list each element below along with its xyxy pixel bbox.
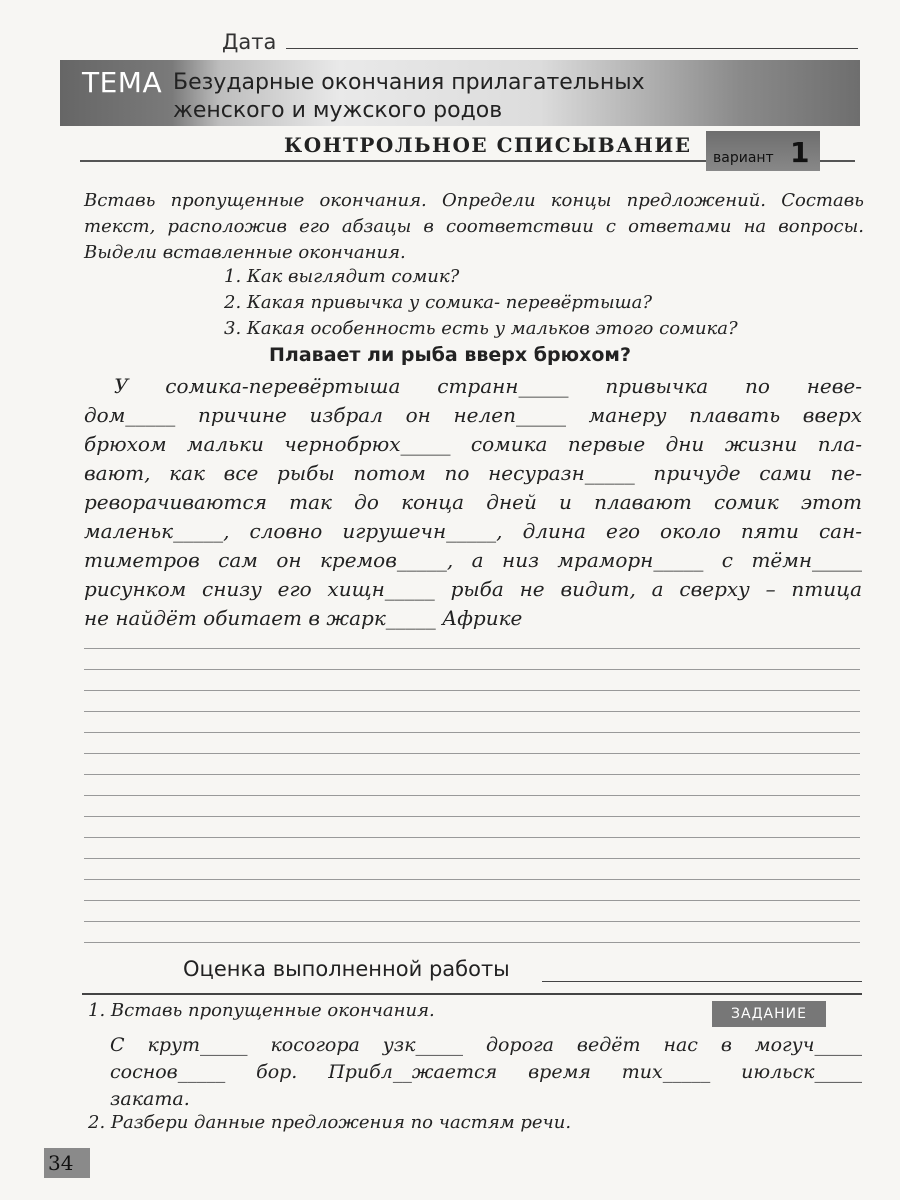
writing-line bbox=[84, 900, 860, 901]
variant-number: 1 bbox=[790, 136, 810, 169]
main-text-line: брюхом мальки чернобрюх_____ сомика первые дни жизни пла- bbox=[84, 432, 862, 456]
main-text-line: вают, как все рыбы потом по несуразн_____ причуде сами пе- bbox=[84, 461, 862, 485]
question-1: 1. Как выглядит сомик? bbox=[224, 266, 460, 287]
section-divider bbox=[82, 993, 862, 995]
writing-line bbox=[84, 690, 860, 691]
instruction-text: Вставь пропущенные окончания. Определи концы предложений. Составь текст, расположив его абзацы в соответствии с ответами на вопросы. Выдели вставленные окончания. bbox=[84, 190, 864, 263]
writing-area[interactable] bbox=[84, 648, 860, 948]
main-text-line: тиметров сам он кремов_____, а низ мраморн_____ с тёмн_____ bbox=[84, 548, 862, 572]
task-1-heading: 1. Вставь пропущенные окончания. bbox=[88, 1000, 435, 1021]
writing-line bbox=[84, 648, 860, 649]
main-text bbox=[84, 372, 862, 633]
text-title: Плавает ли рыба вверх брюхом? bbox=[269, 344, 631, 366]
main-text-line: рисунком снизу его хищн_____ рыба не видит, а сверху – птица bbox=[84, 577, 862, 601]
task-1-line: С крут_____ косогора узк_____ дорога ведёт нас в могуч_____ bbox=[110, 1034, 862, 1056]
topic-title bbox=[173, 69, 733, 125]
task-1-line: заката. bbox=[110, 1088, 190, 1110]
date-field-line bbox=[286, 48, 858, 49]
date-label: Дата bbox=[222, 30, 277, 54]
task-1-line: соснов_____ бор. Прибл__жается время тих_____ июльск_____ bbox=[110, 1061, 862, 1083]
topic-title-line-2: женского и мужского родов bbox=[173, 98, 503, 123]
task-2-heading: 2. Разбери данные предложения по частям речи. bbox=[88, 1112, 572, 1133]
main-text-line: не найдёт обитает в жарк_____ Африке bbox=[84, 606, 523, 630]
main-text-line: реворачиваются так до конца дней и плавают сомик этот bbox=[84, 490, 862, 514]
question-2: 2. Какая привычка у сомика- перевёртыша? bbox=[224, 292, 653, 313]
question-3: 3. Какая особенность есть у мальков этого сомика? bbox=[224, 318, 738, 339]
writing-line bbox=[84, 795, 860, 796]
page-number: 34 bbox=[48, 1151, 74, 1175]
topic-label: ТЕМА bbox=[82, 66, 163, 99]
writing-line bbox=[84, 879, 860, 880]
variant-label: вариант bbox=[713, 150, 774, 166]
topic-title-line-1: Безударные окончания прилагательных bbox=[173, 70, 645, 95]
writing-line bbox=[84, 942, 860, 943]
writing-line bbox=[84, 816, 860, 817]
work-title: КОНТРОЛЬНОЕ СПИСЫВАНИЕ bbox=[284, 133, 692, 157]
writing-line bbox=[84, 858, 860, 859]
grade-label: Оценка выполненной работы bbox=[183, 957, 510, 981]
main-text-line: маленьк_____, словно игрушечн_____, длина его около пяти сан- bbox=[84, 519, 862, 543]
task-badge: ЗАДАНИЕ bbox=[712, 1001, 826, 1027]
writing-line bbox=[84, 732, 860, 733]
main-text-line: У сомика-перевёртыша странн_____ привычка по неве- bbox=[114, 374, 862, 398]
writing-line bbox=[84, 669, 860, 670]
writing-line bbox=[84, 774, 860, 775]
writing-line bbox=[84, 711, 860, 712]
writing-line bbox=[84, 837, 860, 838]
main-text-line: дом_____ причине избрал он нелеп_____ манеру плавать вверх bbox=[84, 403, 862, 427]
grade-field-line bbox=[542, 981, 862, 982]
writing-line bbox=[84, 921, 860, 922]
task-1-text bbox=[110, 1032, 862, 1113]
writing-line bbox=[84, 753, 860, 754]
